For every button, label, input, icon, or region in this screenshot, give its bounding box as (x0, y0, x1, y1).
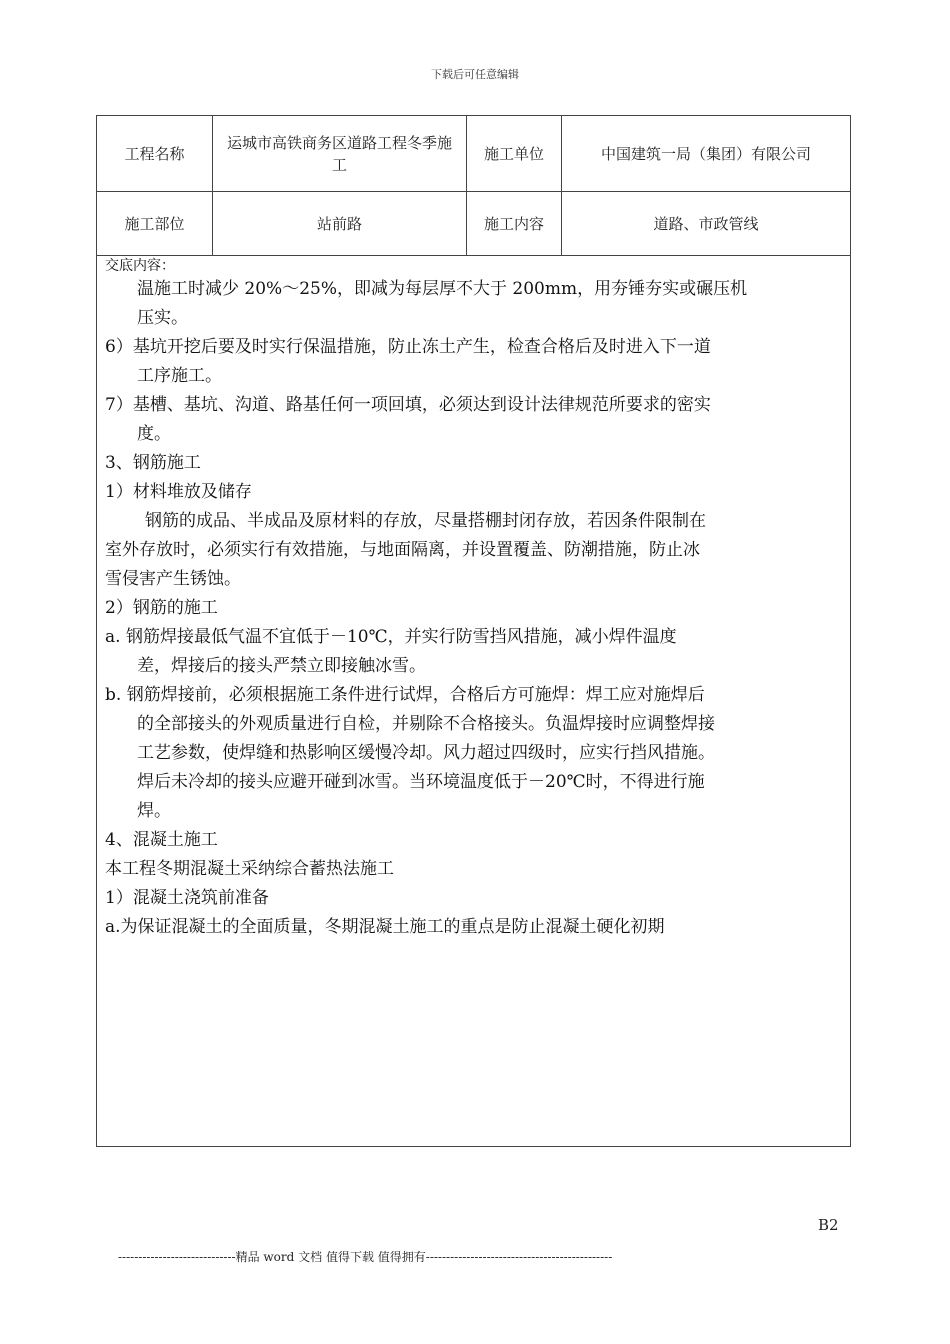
subsection-heading: 1）材料堆放及储存 (105, 482, 252, 502)
content-line: 工艺参数，使焊缝和热影响区缓慢冷却。风力超过四级时，应实行挡风措施。 (137, 743, 715, 763)
page-code: B2 (818, 1216, 839, 1234)
content-line: 温施工时减少 20%～25%，即减为每层厚不大于 200mm，用夯锤夯实或碾压机 (137, 279, 748, 299)
content-line: 7）基槽、基坑、沟道、路基任何一项回填，必须达到设计法律规范所要求的密实 (105, 395, 711, 415)
content-line: 的全部接头的外观质量进行自检，并剔除不合格接头。负温焊接时应调整焊接 (137, 714, 715, 734)
contractor-label: 施工单位 (467, 116, 562, 191)
content-line: 雪侵害产生锈蚀。 (105, 569, 241, 589)
disclosure-content (105, 256, 845, 942)
location-value: 站前路 (213, 192, 467, 255)
content-line: 钢筋的成品、半成品及原材料的存放，尽量搭棚封闭存放，若因条件限制在 (145, 511, 706, 531)
section-heading: 3、钢筋施工 (105, 453, 201, 473)
project-name-value: 运城市高铁商务区道路工程冬季施工 (213, 116, 467, 191)
content-line: 本工程冬期混凝土采纳综合蓄热法施工 (105, 859, 394, 879)
content-line: a. 钢筋焊接最低气温不宜低于－10℃，并实行防雪挡风措施，减小焊件温度 (105, 627, 677, 647)
content-line: 6）基坑开挖后要及时实行保温措施，防止冻土产生，检查合格后及时进入下一道 (105, 337, 711, 357)
table-row-project (97, 116, 850, 192)
section-heading: 4、混凝土施工 (105, 830, 218, 850)
content-label: 交底内容： (105, 258, 175, 274)
content-line: 度。 (137, 424, 171, 444)
content-line: 焊。 (137, 801, 171, 821)
contractor-value: 中国建筑一局（集团）有限公司 (600, 144, 811, 163)
disclosure-form (96, 115, 851, 1147)
project-name-label: 工程名称 (97, 116, 213, 191)
work-content-value: 道路、市政管线 (653, 214, 759, 233)
work-content-label: 施工内容 (467, 192, 562, 255)
content-line: 焊后未冷却的接头应避开碰到冰雪。当环境温度低于－20℃时，不得进行施 (137, 772, 705, 792)
subsection-heading: 2）钢筋的施工 (105, 598, 218, 618)
content-line: 工序施工。 (137, 366, 222, 386)
content-line: 室外存放时，必须实行有效措施，与地面隔离，并设置覆盖、防潮措施，防止冰 (105, 540, 700, 560)
header-note: 下载后可任意编辑 (431, 68, 519, 81)
content-line: 差，焊接后的接头严禁立即接触冰雪。 (137, 656, 426, 676)
table-row-location (97, 192, 850, 256)
content-line: b. 钢筋焊接前，必须根据施工条件进行试焊，合格后方可施焊：焊工应对施焊后 (105, 685, 705, 705)
content-line: 压实。 (137, 308, 188, 328)
location-label: 施工部位 (97, 192, 213, 255)
subsection-heading: 1）混凝土浇筑前准备 (105, 888, 269, 908)
footer-banner: -----------------------------精品 word 文档 值得下载 值得拥有---------------------------------------------- (118, 1250, 613, 1264)
content-line: a.为保证混凝土的全面质量，冬期混凝土施工的重点是防止混凝土硬化初期 (105, 917, 665, 937)
